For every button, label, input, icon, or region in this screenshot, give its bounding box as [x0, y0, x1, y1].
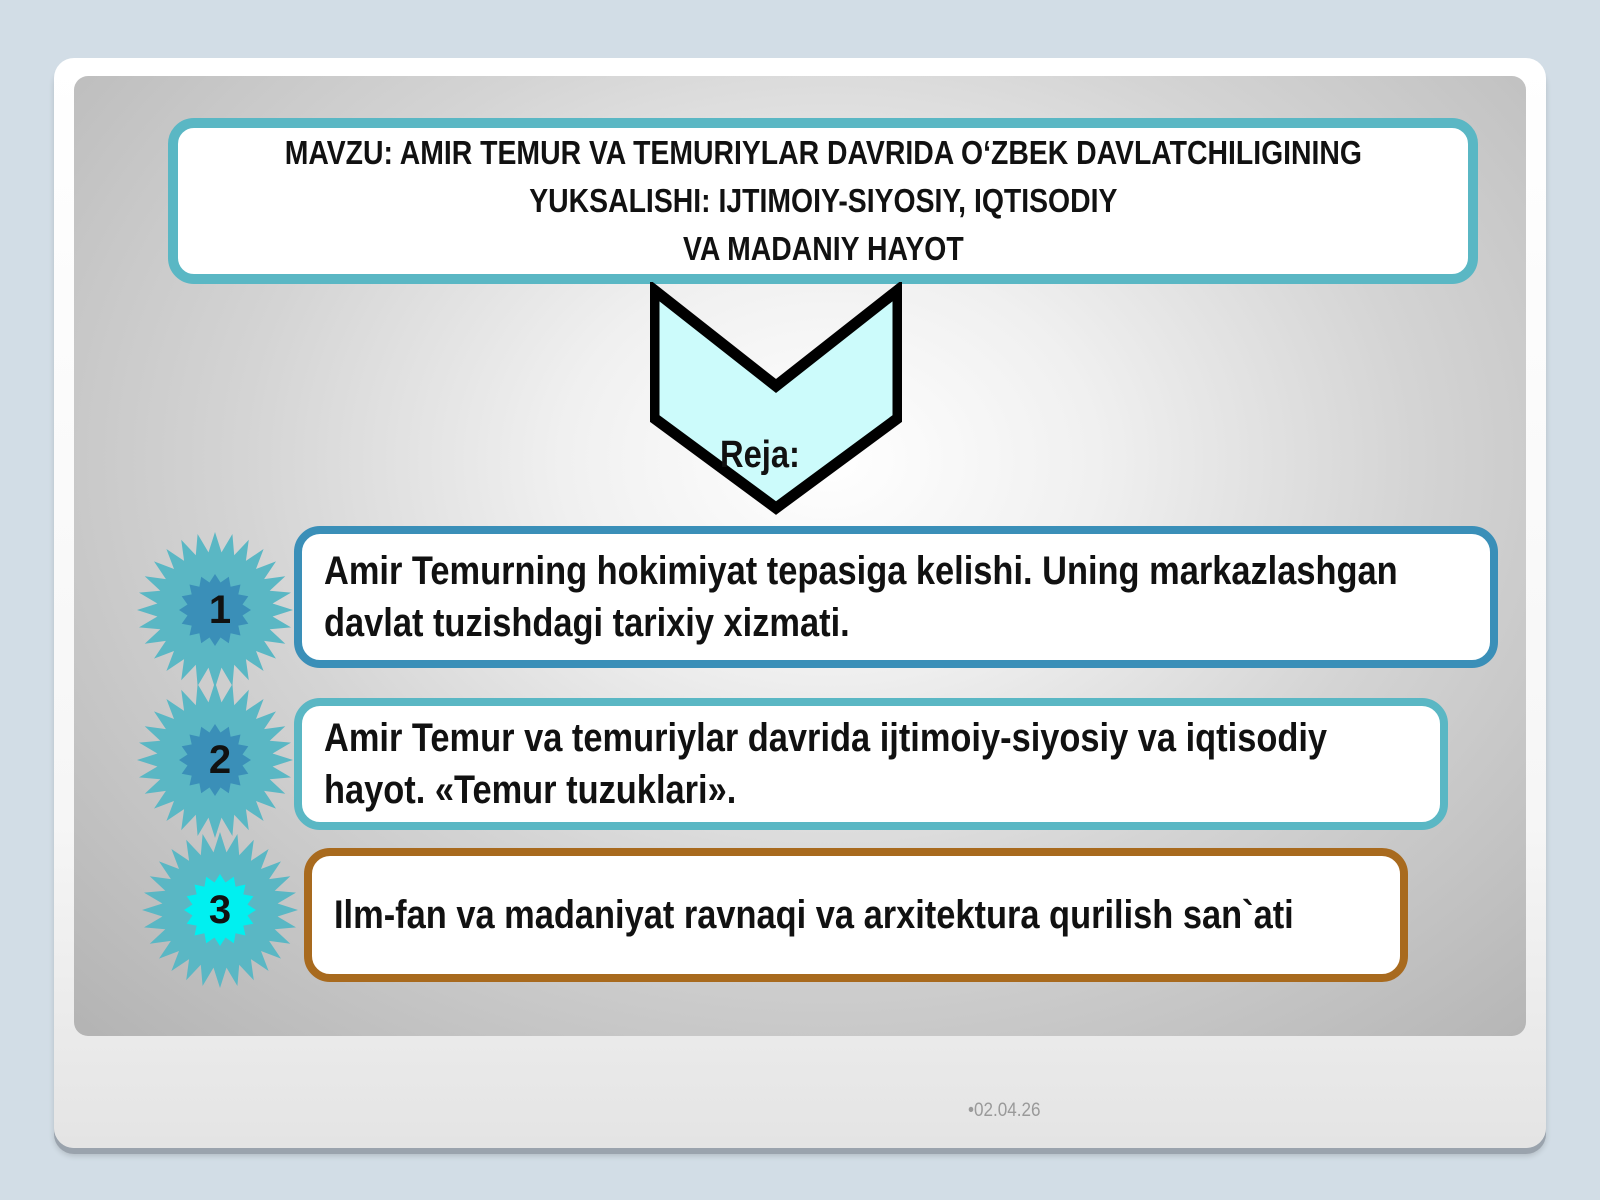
- plan-item-2: [294, 698, 1448, 830]
- item-number-3: 3: [208, 887, 232, 932]
- item-2-line-2: hayot. «Temur tuzuklari».: [324, 768, 737, 812]
- chevron-down-arrow: [650, 282, 902, 516]
- item-3-line-1: Ilm-fan va madaniyat ravnaqi va arxitektura qurilish san`ati: [334, 893, 1294, 937]
- slide-title: MAVZU: AMIR TEMUR VA TEMURIYLAR DAVRIDA O‘ZBEK DAVLATCHILIGINING YUKSALISHI: IJTIMOIY-SIYOSIY, IQTISODIY VA MADANIY HAYOT: [284, 134, 1362, 267]
- item-2-line-1: Amir Temur va temuriylar davrida ijtimoiy-siyosiy va iqtisodiy: [324, 716, 1328, 760]
- item-1-line-1: Amir Temurning hokimiyat tepasiga kelishi. Uning markazlashgan: [324, 549, 1398, 593]
- title-box: [168, 118, 1478, 284]
- date-footer: •02.04.26: [968, 1100, 1041, 1121]
- item-1-line-2: davlat tuzishdagi tarixiy xizmati.: [324, 601, 850, 645]
- plan-label: Reja:: [720, 434, 800, 476]
- item-number-1: 1: [208, 587, 232, 632]
- plan-item-1: [294, 526, 1498, 668]
- item-number-2: 2: [208, 737, 232, 782]
- plan-item-3: [304, 848, 1408, 982]
